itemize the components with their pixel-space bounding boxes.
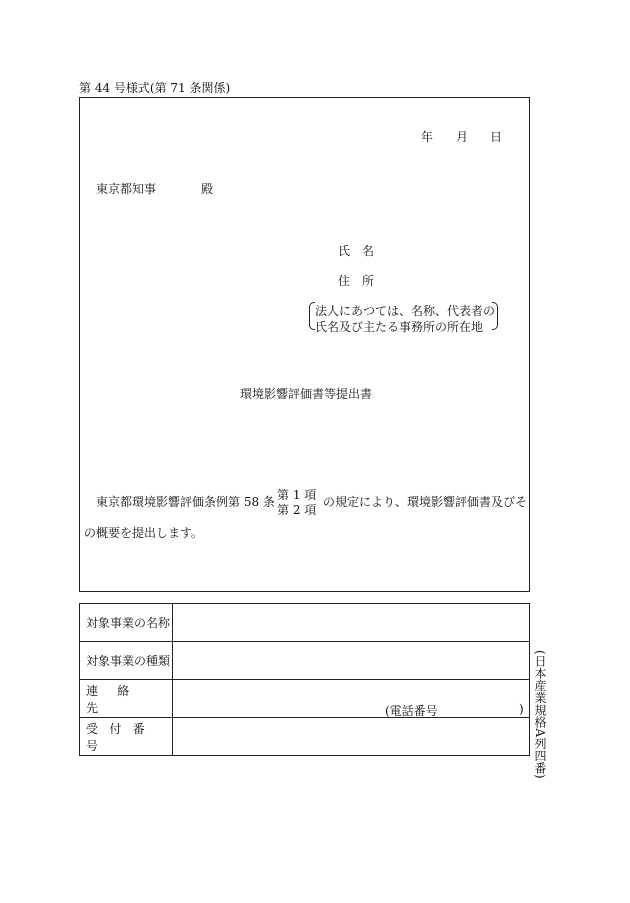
date-month: 月 xyxy=(456,130,469,144)
applicant-note-line1: 法人にあつては、名称、代表者の xyxy=(315,304,496,318)
project-type-label: 対象事業の種類 xyxy=(80,642,173,680)
receipt-number-label: 受付番号 xyxy=(80,718,173,756)
contact-label: 連絡先 xyxy=(80,680,173,718)
form-number: 第 44 号様式(第 71 条関係) xyxy=(79,81,231,95)
addressee-honorific: 殿 xyxy=(201,182,214,196)
receipt-number-value xyxy=(173,718,530,756)
applicant-name-label: 氏 名 xyxy=(338,244,375,258)
table-row xyxy=(80,604,530,642)
body-text-suffix: の規定により、環境影響評価書及びそ xyxy=(323,495,528,509)
table-row xyxy=(80,680,530,718)
applicant-address-label: 住 所 xyxy=(338,274,375,288)
body-clause-2: 第 2 項 xyxy=(277,503,317,517)
date-year: 年 xyxy=(421,130,434,144)
table-row xyxy=(80,642,530,680)
addressee-name: 東京都知事 xyxy=(96,182,157,196)
project-type-value xyxy=(173,642,530,680)
phone-close: ) xyxy=(519,702,524,716)
body-text-line2: の概要を提出します。 xyxy=(84,526,204,540)
project-name-label: 対象事業の名称 xyxy=(80,604,173,642)
note-close-bracket xyxy=(492,302,498,330)
date-day: 日 xyxy=(490,130,503,144)
body-clause-1: 第 1 項 xyxy=(277,488,317,502)
project-name-value xyxy=(173,604,530,642)
document-title: 環境影響評価書等提出書 xyxy=(240,387,373,401)
contact-value xyxy=(173,680,530,718)
project-info-table xyxy=(79,603,530,756)
applicant-note-line2: 氏名及び主たる事務所の所在地 xyxy=(315,320,484,334)
body-text-prefix: 東京都環境影響評価条例第 58 条 xyxy=(96,495,275,509)
phone-label: (電話番号 xyxy=(385,704,438,718)
paper-size-note: (日本産業規格A列四番) xyxy=(533,650,547,779)
table-row xyxy=(80,718,530,756)
